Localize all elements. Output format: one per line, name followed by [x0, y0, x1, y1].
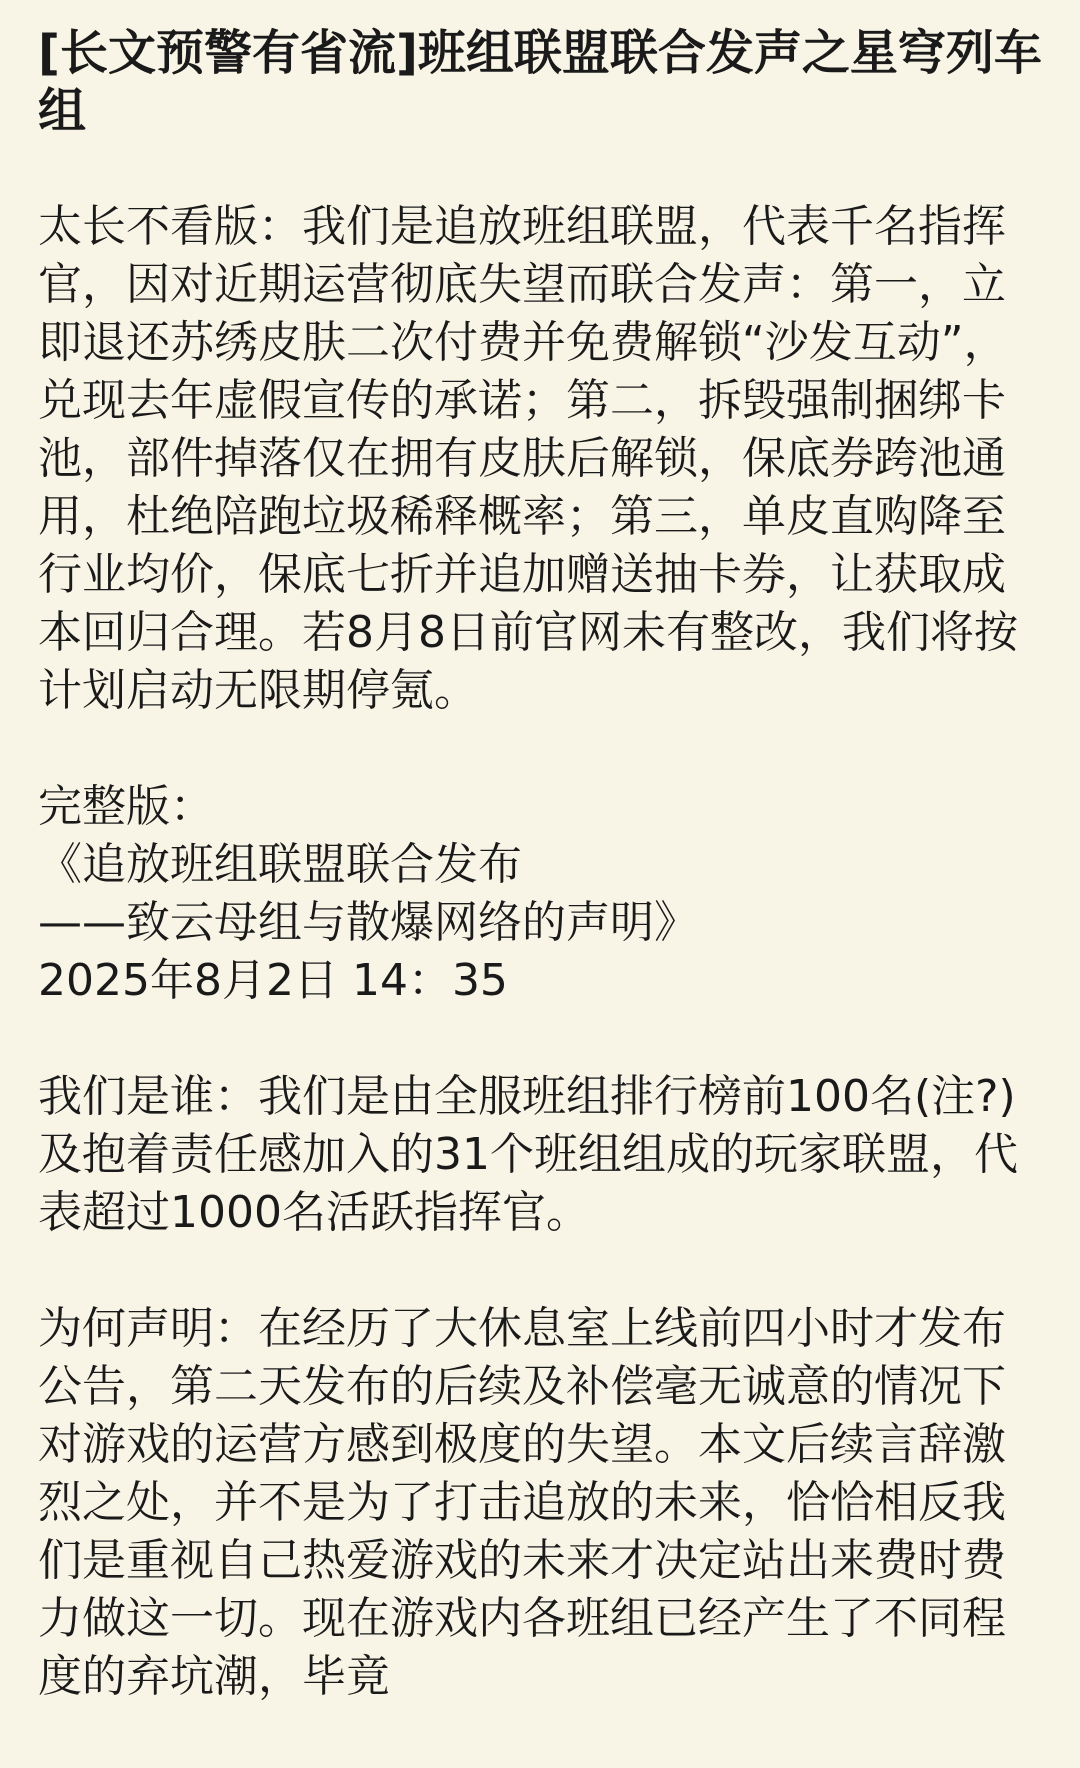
full-version-label: 完整版：: [38, 781, 214, 832]
paragraph-spacer: [38, 1010, 1042, 1068]
paragraph-spacer: [38, 140, 1042, 198]
paragraph-spacer: [38, 1242, 1042, 1300]
paragraph-spacer: [38, 720, 1042, 778]
why-statement-paragraph: 为何声明：在经历了大休息室上线前四小时才发布公告，第二天发布的后续及补偿毫无诚意的情况下对游戏的运营方感到极度的失望。本文后续言辞激烈之处，并不是为了打击追放的未来，恰恰相反我们是重视自己热爱游戏的未来才决定站出来费时费力做这一切。现在游戏内各班组已经产生了不同程度的弃坑潮，毕竟: [38, 1303, 1006, 1702]
post-title: [长文预警有省流]班组联盟联合发声之星穹列车组: [38, 25, 1042, 139]
summary-paragraph: 太长不看版：我们是追放班组联盟，代表千名指挥官，因对近期运营彻底失望而联合发声：第一，立即退还苏绣皮肤二次付费并免费解锁“沙发互动”，兑现去年虚假宣传的承诺；第二，拆毁强制捆绑卡池，部件掉落仅在拥有皮肤后解锁，保底券跨池通用，杜绝陪跑垃圾稀释概率；第三，单皮直购降至行业均价，保底七折并追加赠送抽卡券，让获取成本回归合理。若8月8日前官网未有整改，我们将按计划启动无限期停氪。: [38, 201, 1018, 716]
statement-title-line-1: 《追放班组联盟联合发布: [38, 839, 522, 890]
statement-datetime: 2025年8月2日 14：35: [38, 955, 508, 1006]
who-we-are-paragraph: 我们是谁：我们是由全服班组排行榜前100名(注?)及抱着责任感加入的31个班组组成的玩家联盟，代表超过1000名活跃指挥官。: [38, 1071, 1018, 1238]
statement-title-line-2: ——致云母组与散爆网络的声明》: [38, 897, 698, 948]
